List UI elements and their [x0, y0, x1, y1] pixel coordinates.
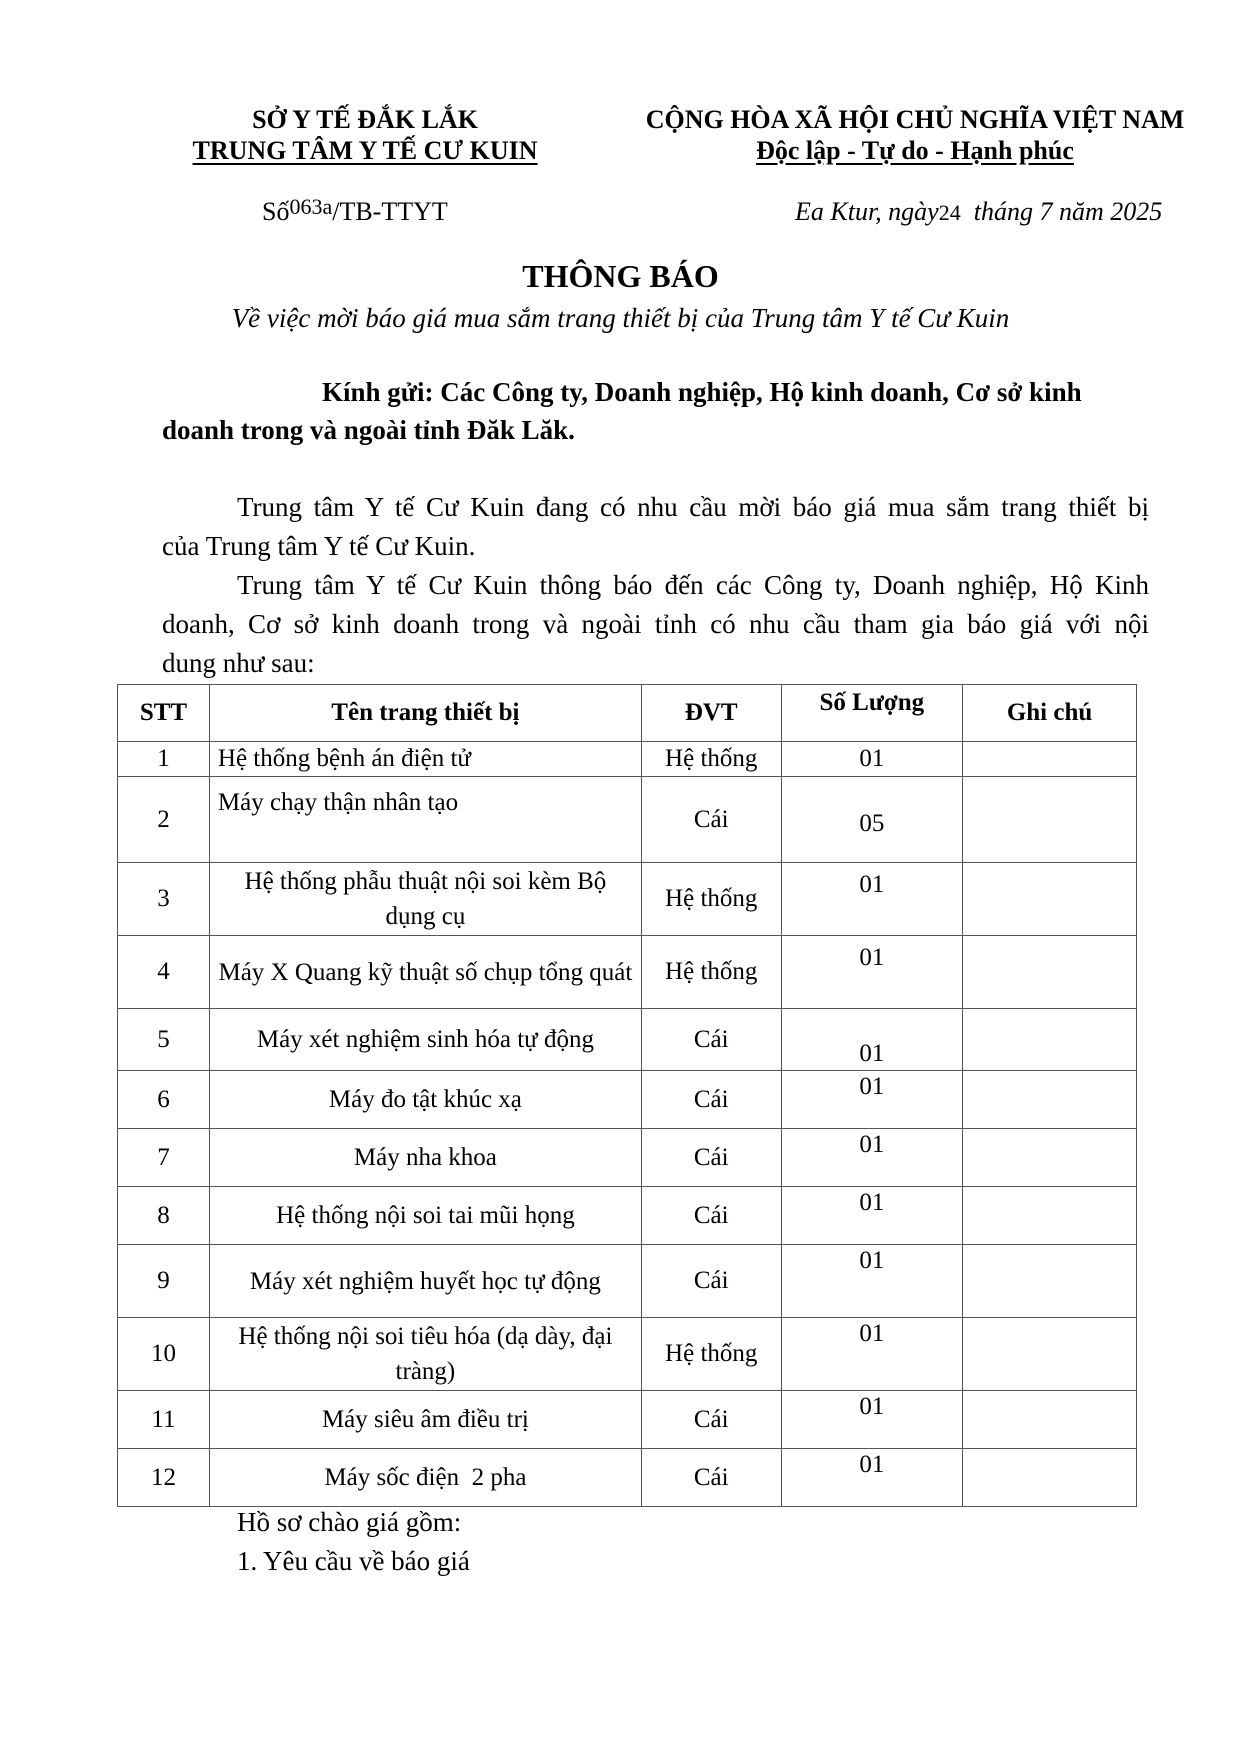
cell-quantity: 01 — [781, 1071, 963, 1129]
cell-unit: Cái — [641, 1245, 781, 1318]
recipient-line-2: doanh trong và ngoài tỉnh Đăk Lăk. — [162, 415, 575, 445]
cell-unit: Hệ thống — [641, 1318, 781, 1391]
paragraph-1-line-1: Trung tâm Y tế Cư Kuin đang có nhu cầu mời báo giá mua sắm trang thiết bị — [237, 492, 1149, 522]
recipient-line-1: Kính gửi: Các Công ty, Doanh nghiệp, Hộ kinh doanh, Cơ sở kinh — [322, 377, 1082, 407]
header-quantity: Số Lượng — [781, 685, 963, 742]
cell-unit: Cái — [641, 1009, 781, 1071]
cell-stt: 3 — [118, 863, 210, 936]
table-row — [118, 1318, 1137, 1391]
cell-equipment-name: Máy đo tật khúc xạ — [209, 1071, 641, 1129]
document-title: THÔNG BÁO — [522, 258, 719, 294]
document-subtitle: Về việc mời báo giá mua sắm trang thiết bị của Trung tâm Y tế Cư Kuin — [231, 303, 1010, 333]
cell-unit: Cái — [641, 1129, 781, 1187]
cell-quantity: 01 — [781, 1391, 963, 1449]
cell-stt: 5 — [118, 1009, 210, 1071]
header-note: Ghi chú — [963, 685, 1137, 742]
cell-quantity: 01 — [781, 1187, 963, 1245]
cell-note — [963, 1071, 1137, 1129]
cell-note — [963, 1009, 1137, 1071]
table-row — [118, 1449, 1137, 1507]
document-number — [262, 194, 448, 227]
national-title: CỘNG HÒA XÃ HỘI CHỦ NGHĨA VIỆT NAM — [645, 105, 1185, 134]
table-header-row — [118, 685, 1137, 742]
cell-quantity: 01 — [781, 936, 963, 1009]
header-stt: STT — [118, 685, 210, 742]
header-equipment-name: Tên trang thiết bị — [209, 685, 641, 742]
cell-stt: 1 — [118, 742, 210, 777]
table-row — [118, 1129, 1137, 1187]
cell-equipment-name: Hệ thống bệnh án điện tử — [209, 742, 641, 777]
cell-stt: 11 — [118, 1391, 210, 1449]
cell-quantity: 01 — [781, 1245, 963, 1318]
cell-note — [963, 1391, 1137, 1449]
cell-quantity: 01 — [781, 863, 963, 936]
cell-note — [963, 1318, 1137, 1391]
cell-equipment-name: Máy xét nghiệm huyết học tự động — [209, 1245, 641, 1318]
cell-equipment-name: Hệ thống nội soi tiêu hóa (dạ dày, đại tràng) — [209, 1318, 641, 1391]
paragraph-1-line-2: của Trung tâm Y tế Cư Kuin. — [162, 531, 476, 561]
center-name-text: TRUNG TÂM Y TẾ CƯ KUIN — [192, 136, 538, 165]
cell-quantity: 01 — [781, 1009, 963, 1071]
quotation-requirement-item: 1. Yêu cầu về báo giá — [237, 1546, 470, 1576]
cell-note — [963, 777, 1137, 863]
date-suffix: tháng 7 năm 2025 — [973, 197, 1163, 226]
cell-quantity: 01 — [781, 1449, 963, 1507]
doc-no-value: 063a — [289, 194, 333, 219]
table-row — [118, 777, 1137, 863]
table-row — [118, 863, 1137, 936]
equipment-table — [117, 684, 1137, 1507]
date-day: 24 — [938, 200, 961, 225]
cell-equipment-name: Máy chạy thận nhân tạo — [209, 777, 641, 863]
cell-quantity: 05 — [781, 777, 963, 863]
cell-quantity: 01 — [781, 742, 963, 777]
cell-unit: Cái — [641, 1187, 781, 1245]
paragraph-2-line-3: dung như sau: — [162, 648, 315, 678]
doc-no-prefix: Số — [262, 197, 290, 226]
cell-note — [963, 1187, 1137, 1245]
cell-equipment-name: Máy sốc điện 2 pha — [209, 1449, 641, 1507]
cell-note — [963, 1449, 1137, 1507]
cell-equipment-name: Máy X Quang kỹ thuật số chụp tổng quát — [209, 936, 641, 1009]
cell-unit: Cái — [641, 1071, 781, 1129]
national-motto — [630, 136, 1200, 166]
header-unit: ĐVT — [641, 685, 781, 742]
cell-stt: 4 — [118, 936, 210, 1009]
agency-name: SỞ Y TẾ ĐẮK LẮK — [252, 105, 478, 134]
cell-quantity: 01 — [781, 1129, 963, 1187]
cell-stt: 10 — [118, 1318, 210, 1391]
cell-note — [963, 863, 1137, 936]
table-row — [118, 1391, 1137, 1449]
cell-stt: 8 — [118, 1187, 210, 1245]
cell-equipment-name: Hệ thống phẫu thuật nội soi kèm Bộ dụng cụ — [209, 863, 641, 936]
cell-stt: 9 — [118, 1245, 210, 1318]
cell-equipment-name: Máy siêu âm điều trị — [209, 1391, 641, 1449]
quotation-dossier-heading: Hồ sơ chào giá gồm: — [237, 1507, 462, 1537]
table-row — [118, 1009, 1137, 1071]
cell-stt: 12 — [118, 1449, 210, 1507]
document-date — [795, 197, 1162, 227]
cell-unit: Hệ thống — [641, 742, 781, 777]
table-row — [118, 1187, 1137, 1245]
paragraph-2-line-1: Trung tâm Y tế Cư Kuin thông báo đến các Công ty, Doanh nghiệp, Hộ Kinh — [237, 570, 1149, 600]
center-name — [160, 136, 570, 166]
cell-note — [963, 1245, 1137, 1318]
cell-unit: Hệ thống — [641, 863, 781, 936]
cell-unit: Cái — [641, 1449, 781, 1507]
cell-unit: Hệ thống — [641, 936, 781, 1009]
table-row — [118, 742, 1137, 777]
cell-note — [963, 742, 1137, 777]
cell-unit: Cái — [641, 777, 781, 863]
table-row — [118, 936, 1137, 1009]
cell-equipment-name: Máy xét nghiệm sinh hóa tự động — [209, 1009, 641, 1071]
cell-equipment-name: Máy nha khoa — [209, 1129, 641, 1187]
table-row — [118, 1071, 1137, 1129]
cell-note — [963, 936, 1137, 1009]
doc-no-suffix: /TB-TTYT — [332, 197, 448, 226]
national-motto-text: Độc lập - Tự do - Hạnh phúc — [756, 136, 1074, 165]
cell-equipment-name: Hệ thống nội soi tai mũi họng — [209, 1187, 641, 1245]
table-row — [118, 1245, 1137, 1318]
cell-stt: 2 — [118, 777, 210, 863]
paragraph-2-line-2: doanh, Cơ sở kinh doanh trong và ngoài tỉnh có nhu cầu tham gia báo giá với nội — [162, 609, 1149, 639]
cell-stt: 7 — [118, 1129, 210, 1187]
cell-unit: Cái — [641, 1391, 781, 1449]
date-prefix: Ea Ktur, ngày — [795, 197, 939, 226]
cell-quantity: 01 — [781, 1318, 963, 1391]
cell-note — [963, 1129, 1137, 1187]
cell-stt: 6 — [118, 1071, 210, 1129]
